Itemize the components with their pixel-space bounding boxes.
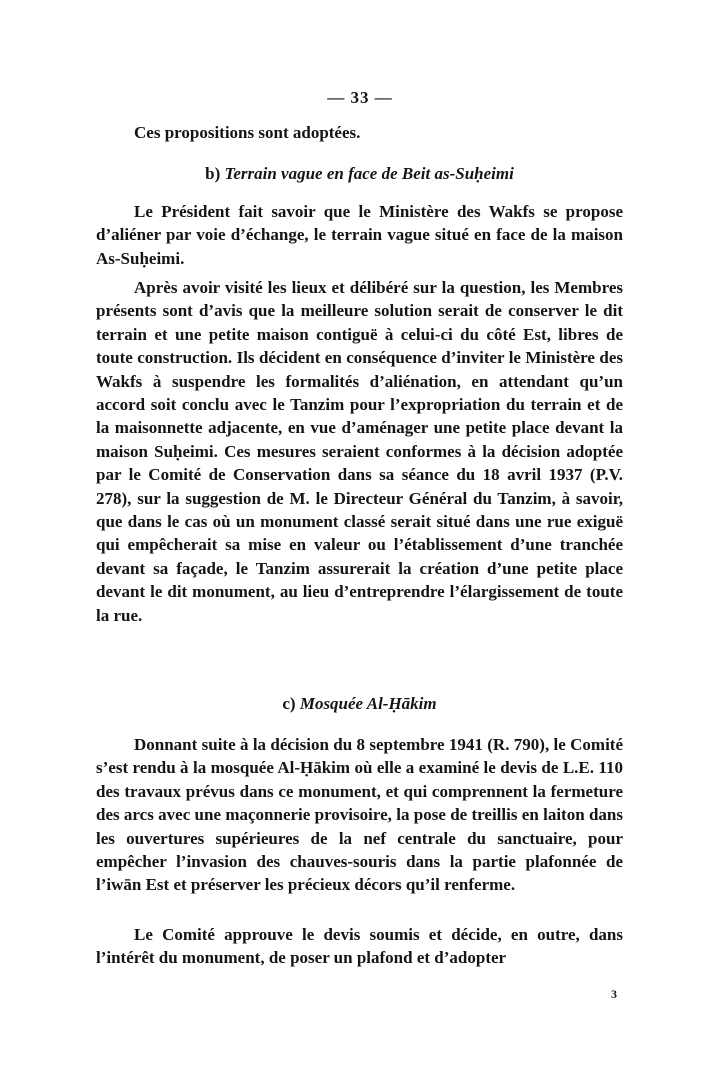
section-c-paragraph-1-block — [96, 733, 623, 897]
section-c-letter: c) — [282, 694, 296, 713]
section-b-paragraph-2-block — [96, 276, 623, 627]
section-b-letter: b) — [205, 164, 221, 183]
section-c-paragraph-2: Le Comité approuve le devis soumis et décide, en outre, dans l’intérêt du monument, de poser un plafond et d’adopter — [96, 925, 623, 968]
intro-block — [96, 121, 623, 144]
section-c-paragraph-2-block — [96, 923, 623, 970]
section-c-heading — [96, 694, 623, 714]
signature-mark: 3 — [611, 987, 617, 1001]
section-b-heading — [96, 164, 623, 184]
intro-paragraph: Ces propositions sont adoptées. — [134, 123, 361, 142]
section-b-paragraph-2: Après avoir visité les lieux et délibéré sur la question, les Membres présents sont d’avis que la meilleure solution serait de conserver le dit terrain et une petite maison contiguë à celui-ci du côté Est, libres de toute construction. Ils décident en conséquence d’inviter le Ministère des Wakfs à suspendre les formalités d’aliénation, en attendant qu’un accord soit conclu avec le Tanzim pour l’expropriation du terrain et de la maisonnette adjacente, en vue d’aménager une petite place devant la maison Suḥeimi. Ces mesures seraient conformes à la décision adoptée par le Comité de Conservation dans sa séance du 18 avril 1937 (P.V. 278), sur la suggestion de M. le Directeur Général du Tanzim, à savoir, que dans le cas où un monument classé serait situé dans une rue exiguë qui empêcherait sa mise en valeur ou l’établissement d’une tranchée devant sa façade, le Tanzim assurerait la création d’une petite place devant le dit monument, au lieu d’entreprendre l’élargissement de toute la rue. — [96, 278, 623, 625]
section-b-paragraph-1: Le Président fait savoir que le Ministère des Wakfs se propose d’aliéner par voie d’échange, le terrain vague situé en face de la maison As-Suḥeimi. — [96, 202, 623, 268]
section-b-title: Terrain vague en face de Beit as-Suḥeimi — [224, 164, 514, 183]
section-b-paragraph-1-block — [96, 200, 623, 270]
page-number: — 33 — — [327, 88, 393, 107]
section-c-title: Mosquée Al-Ḥākim — [299, 694, 437, 713]
section-c-paragraph-1: Donnant suite à la décision du 8 septembre 1941 (R. 790), le Comité s’est rendu à la mosquée Al-Ḥākim où elle a examiné le devis de L.E. 110 des travaux prévus dans ce monument, et qui comprennent la fermeture des arcs avec une maçonnerie provisoire, la pose de treillis en laiton dans les ouvertures supérieures de la nef centrale du sanctuaire, pour empêcher l’invasion des chauves-souris dans la partie plafonnée de l’iwān Est et préserver les précieux décors qu’il renferme. — [96, 735, 623, 895]
